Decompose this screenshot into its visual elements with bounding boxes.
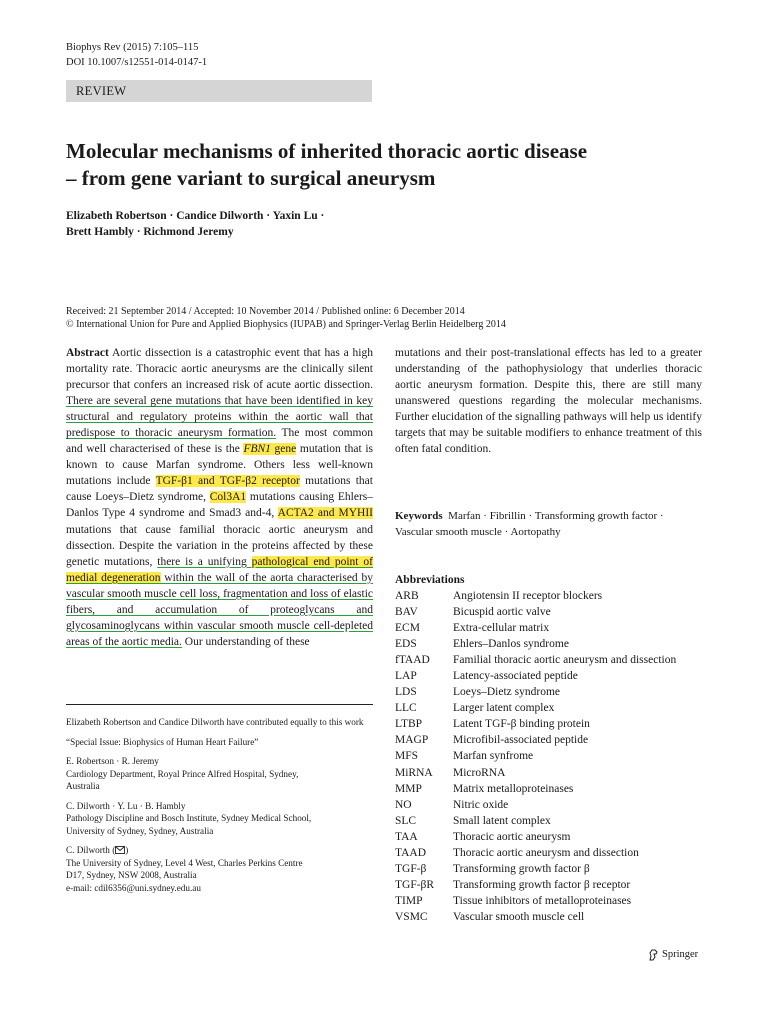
abbreviation-row (395, 797, 676, 813)
abbreviations-list (395, 588, 676, 925)
abbreviation-row (395, 909, 676, 925)
annotation-highlight: gene (270, 443, 297, 456)
abbreviation-row (395, 781, 676, 797)
abstract-label: Abstract (66, 347, 109, 359)
annotation-highlight: pathological end point of medial degeneration (66, 555, 373, 584)
abbreviations-heading: Abbreviations (395, 574, 465, 586)
abbreviation-row (395, 845, 676, 861)
abbreviation-row (395, 861, 676, 877)
abbreviation-row (395, 620, 676, 636)
abstract-text: mutations causing Ehlers–Danlos Type 4 syndrome and Smad3 and-4, (66, 491, 374, 520)
journal-header (66, 40, 207, 70)
abbreviation-row (395, 700, 676, 716)
affiliation-names: E. Robertson · R. Jeremy (66, 756, 159, 766)
springer-horse-icon (648, 949, 659, 961)
abbreviation-term: SLC (395, 814, 417, 827)
title-line-1: Molecular mechanisms of inherited thoracic aortic disease (66, 139, 588, 163)
corresponding-close: ) (125, 845, 129, 855)
corresponding-name: C. Dilworth ( (66, 845, 116, 855)
abbreviation-term: TGF-βR (395, 878, 435, 891)
annotation-underline: There are several gene mutations that have been identified in key structural and regulatory proteins within the aortic wall that predispose to thoracic aneurysm formation. (66, 395, 373, 440)
section-label: REVIEW (66, 80, 372, 102)
abbreviation-row (395, 668, 676, 684)
affiliation-address: Cardiology Department, Royal Prince Alfred Hospital, Sydney, (66, 768, 299, 779)
title-line-2: – from gene variant to surgical aneurysm (66, 166, 436, 190)
abbreviation-term: VSMC (395, 910, 428, 923)
publisher-name: Springer (662, 949, 699, 960)
abbreviation-row (395, 765, 676, 781)
abbreviation-definition: Extra-cellular matrix (453, 622, 550, 635)
abbreviation-row (395, 732, 676, 748)
abbreviation-definition: Thoracic aortic aneurysm and dissection (453, 846, 639, 859)
abbreviation-term: TAAD (395, 846, 427, 859)
publication-dates (66, 305, 726, 331)
abbreviation-definition: Small latent complex (453, 814, 551, 827)
abbreviation-definition: Nitric oxide (453, 798, 509, 811)
affiliation-2 (66, 800, 376, 838)
abbreviation-definition: Transforming growth factor β (453, 862, 590, 875)
abbreviation-term: BAV (395, 606, 418, 619)
abbreviation-definition: MicroRNA (453, 766, 506, 779)
abbreviation-term: MAGP (395, 734, 429, 747)
affiliation-address: Australia (66, 781, 100, 791)
abbreviation-definition: Marfan synfrome (453, 750, 534, 763)
corresponding-address: The University of Sydney, Level 4 West, Charles Perkins Centre (66, 857, 303, 868)
special-issue-note: “Special Issue: Biophysics of Human Heart Failure” (66, 736, 259, 747)
keywords-text: Marfan · Fibrillin · Transforming growth factor · Vascular smooth muscle · Aortopathy (395, 510, 664, 538)
abbreviation-definition: Larger latent complex (453, 702, 555, 715)
abstract-text: mutations that cause familial thoracic aortic aneurysm and dissection. Despite the variation in the proteins affected by these genetic mutations, (66, 523, 373, 568)
abbreviation-row (395, 877, 676, 893)
authors-line-1: Elizabeth Robertson · Candice Dilworth · Yaxin Lu · (66, 210, 325, 222)
abbreviation-term: MiRNA (395, 766, 433, 779)
abbreviation-definition: Loeys–Dietz syndrome (453, 686, 560, 699)
abbreviation-definition: Matrix metalloproteinases (453, 782, 574, 795)
contribution-note: Elizabeth Robertson and Candice Dilworth have contributed equally to this work (66, 717, 364, 727)
abbreviation-row (395, 636, 676, 652)
abbreviation-row (395, 829, 676, 845)
abbreviation-term: LDS (395, 686, 417, 699)
affiliation-address: University of Sydney, Sydney, Australia (66, 825, 214, 836)
abbreviation-definition: Latent TGF-β binding protein (453, 718, 590, 731)
corresponding-email: e-mail: cdil6356@uni.sydney.edu.au (66, 882, 201, 893)
dates-line: Received: 21 September 2014 / Accepted: 10 November 2014 / Published online: 6 December 2014 (66, 306, 465, 317)
author-list (66, 208, 324, 240)
abstract-column-right (395, 345, 702, 457)
affiliation-names: C. Dilworth · Y. Lu · B. Hambly (66, 800, 186, 811)
abbreviation-row (395, 716, 676, 732)
abbreviation-term: NO (395, 798, 412, 811)
annotation-highlight: ACTA2 and MYHII (277, 507, 373, 520)
abbreviation-term: MMP (395, 782, 422, 795)
abbreviation-term: TGF-β (395, 862, 427, 875)
abbreviation-definition: Vascular smooth muscle cell (453, 910, 585, 923)
abstract-text: mutations and their post-translational effects has led to a greater understanding of the pathophysiology that underlies thoracic aortic aneurysm formation. Despite this, there are still many unanswered questions regarding the molecular mechanisms. Further elucidation of the signalling pathways will help us identify targets that may be suitable modifiers to enhance treatment of this often fatal condition. (395, 347, 702, 456)
envelope-icon (115, 846, 125, 854)
abbreviation-term: LLC (395, 702, 417, 715)
annotation-highlight: Col3A1 (209, 491, 247, 504)
abstract-column-left (66, 345, 373, 650)
abstract-text: mutation that is known to cause Marfan syndrome. Others less well-known mutations include (66, 443, 373, 488)
abbreviation-term: LTBP (395, 718, 423, 731)
abbreviation-row (395, 813, 676, 829)
authors-line-2: Brett Hambly · Richmond Jeremy (66, 226, 234, 238)
abbreviation-term: EDS (395, 638, 417, 651)
abbreviation-definition: Bicuspid aortic valve (453, 606, 551, 619)
abbreviation-term: TIMP (395, 894, 423, 907)
footnotes (66, 716, 376, 901)
abbreviation-definition: Microfibil-associated peptide (453, 734, 589, 747)
abbreviation-term: ECM (395, 622, 420, 635)
doi: DOI 10.1007/s12551-014-0147-1 (66, 57, 208, 68)
abbreviation-definition: Angiotensin II receptor blockers (453, 590, 603, 602)
abbreviation-term: MFS (395, 750, 419, 763)
abbreviation-row (395, 652, 676, 668)
abbreviation-row (395, 588, 676, 604)
abstract-text: Aortic dissection is a catastrophic event that has a high mortality rate. Thoracic aortic aneurysms are the clinically silent precursor that confers an increased risk of acute aortic dissection. (66, 347, 374, 392)
abbreviation-term: LAP (395, 670, 417, 683)
annotation-underline: within the wall of the aorta characterised by vascular smooth muscle cell loss, fragmentation and loss of elastic fibers, and accumulation of proteoglycans and glycosaminoglycans within vascular smooth muscle cell-depleted areas of the aortic media. (66, 571, 373, 648)
keywords-label: Keywords (395, 510, 443, 522)
annotation-highlight: TGF-β1 and TGF-β2 receptor (155, 475, 300, 488)
corresponding-author (66, 844, 376, 894)
journal-citation: Biophys Rev (2015) 7:105–115 (66, 42, 199, 53)
abbreviation-row (395, 604, 676, 620)
abbreviation-definition: Latency-associated peptide (453, 670, 578, 683)
abbreviation-definition: Tissue inhibitors of metalloproteinases (453, 894, 632, 907)
annotation-highlight: FBN1 (243, 443, 271, 456)
article-title (66, 138, 706, 192)
footnote-divider (66, 704, 373, 705)
annotation-underline: there is a unifying (157, 555, 252, 568)
abstract-text: Our understanding of these (181, 635, 310, 648)
publisher-logo (648, 948, 698, 962)
corresponding-address: D17, Sydney, NSW 2008, Australia (66, 870, 197, 880)
abbreviation-definition: Ehlers–Danlos syndrome (453, 638, 569, 651)
affiliation-address: Pathology Discipline and Bosch Institute, Sydney Medical School, (66, 813, 312, 823)
keywords-block (395, 508, 702, 540)
abbreviation-row (395, 748, 676, 764)
abbreviation-row (395, 684, 676, 700)
abstract-text: mutations that cause Loeys–Dietz syndrome, (66, 475, 373, 504)
abbreviation-definition: Thoracic aortic aneurysm (453, 830, 571, 843)
affiliation-1 (66, 755, 376, 793)
abstract-text: The most common and well characterised of these is the (66, 427, 374, 456)
abbreviation-definition: Familial thoracic aortic aneurysm and dissection (453, 654, 677, 667)
abbreviation-term: fTAAD (395, 654, 430, 667)
abbreviation-term: ARB (395, 590, 419, 602)
abbreviation-row (395, 893, 676, 909)
copyright-line: © International Union for Pure and Applied Biophysics (IUPAB) and Springer-Verlag Berlin Heidelberg 2014 (66, 319, 506, 330)
abbreviation-term: TAA (395, 830, 418, 843)
abbreviation-definition: Transforming growth factor β receptor (453, 878, 631, 891)
